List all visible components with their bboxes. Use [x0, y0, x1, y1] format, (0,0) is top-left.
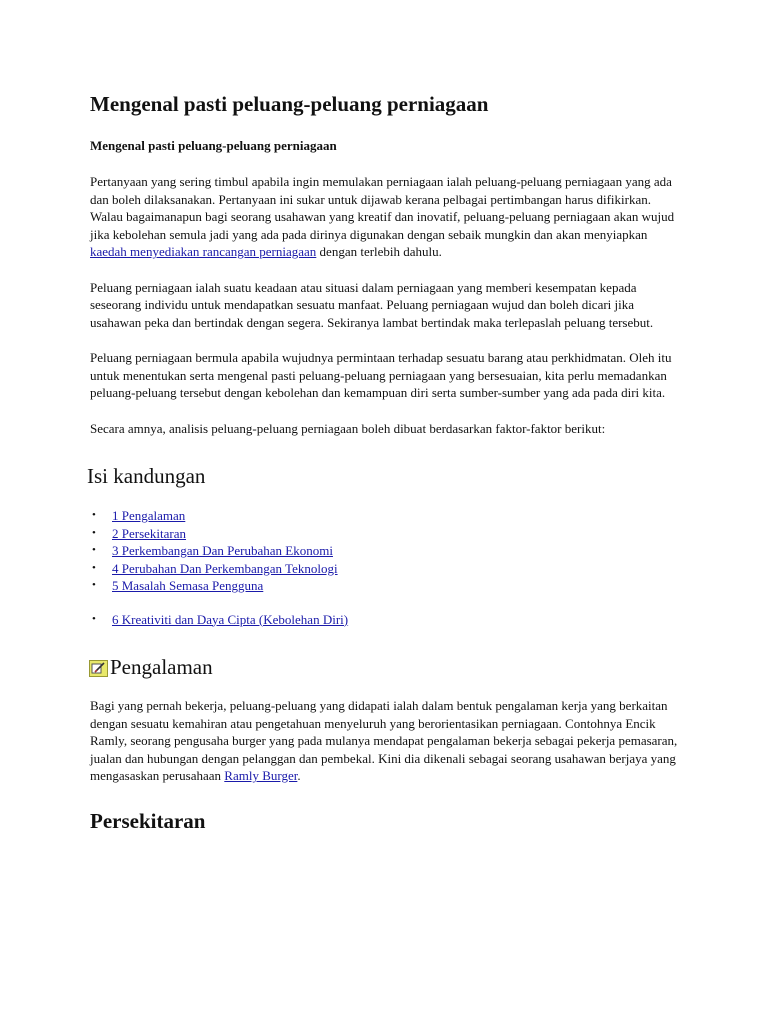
ramly-burger-link[interactable]: Ramly Burger	[224, 768, 298, 783]
table-of-contents	[90, 507, 690, 628]
intro-paragraph	[90, 173, 680, 261]
toc-link-ekonomi[interactable]: 3 Perkembangan Dan Perubahan Ekonomi	[112, 543, 333, 558]
edit-icon[interactable]	[89, 660, 108, 677]
paragraph-2: Peluang perniagaan ialah suatu keadaan atau situasi dalam perniagaan yang memberi kesempatan kepada seseorang individu untuk mendapatkan sesuatu manfaat. Peluang perniagaan wujud dan boleh dicari jika usahawan peka dan bertindak dengan segera. Sekiranya lambat bertindak maka terlepaslah peluang tersebut.	[90, 279, 654, 330]
toc-item	[92, 611, 690, 629]
bullet-icon: •	[92, 612, 96, 625]
section-heading-persekitaran: Persekitaran	[90, 808, 206, 833]
toc-link-pengalaman[interactable]: 1 Pengalaman	[112, 508, 186, 523]
article-subtitle: Mengenal pasti peluang-peluang perniagaan	[90, 138, 337, 153]
toc-item	[92, 525, 690, 543]
bullet-icon: •	[92, 509, 96, 521]
intro-text: Pertanyaan yang sering timbul apabila ingin memulakan perniagaan ialah peluang-peluang perniagaan yang ada dan boleh dilaksanakan. Pertanyaan ini sukar untuk dijawab kerana pelbagai pertimbangan harus difikirkan. Walau bagaimanapun bagi seorang usahawan yang kreatif dan inovatif, peluang-peluang perniagaan akan wujud jika kebolehan semula jadi yang ada pada dirinya digunakan dengan sebaik mungkin dan akan menyiapkan	[90, 174, 675, 242]
pengalaman-heading-text: Pengalaman	[110, 655, 213, 679]
paragraph-3: Peluang perniagaan bermula apabila wujudnya permintaan terhadap sesuatu barang atau perkhidmatan. Oleh itu untuk menentukan serta mengenal pasti peluang-peluang perniagaan yang bersesuaian, kita perlu memadankan peluang-peluang tersebut dengan kebolehan dan kemampuan diri serta sumber-sumber yang ada pada diri kita.	[90, 350, 672, 400]
pengalaman-text: Bagi yang pernah bekerja, peluang-peluang yang didapati ialah dalam bentuk pengalaman kerja yang berkaitan dengan sesuatu kemahiran atau pengetahuan menyeluruh yang berorientasikan perniagaan. Contohnya Encik Ramly, seorang pengusaha burger yang pada mulanya mendapat pengalaman bekerja sebagai pekerja pemasaran, jualan dan hubungan dengan pelanggan dan pembekal. Kini dia dikenali sebagai seorang usahawan berjaya yang mengasaskan perusahaan	[90, 698, 678, 783]
page-title: Mengenal pasti peluang-peluang perniagaan	[90, 92, 489, 116]
pengalaman-paragraph	[90, 697, 680, 785]
paragraph-4: Secara amnya, analisis peluang-peluang perniagaan boleh dibuat berdasarkan faktor-faktor berikut:	[90, 420, 606, 436]
section-heading-pengalaman	[89, 655, 690, 680]
toc-item	[92, 577, 690, 595]
business-plan-link[interactable]: kaedah menyediakan rancangan perniagaan	[90, 244, 317, 259]
bullet-icon: •	[92, 561, 96, 574]
toc-item	[92, 542, 690, 560]
toc-item	[92, 560, 690, 578]
bullet-icon: •	[92, 526, 96, 539]
bullet-icon: •	[92, 544, 96, 556]
toc-link-kreativiti[interactable]: 6 Kreativiti dan Daya Cipta (Kebolehan Diri)	[112, 611, 349, 627]
toc-heading: Isi kandungan	[87, 464, 206, 488]
toc-item	[92, 507, 690, 525]
bullet-icon: •	[92, 579, 96, 591]
pengalaman-text-end: .	[297, 768, 301, 783]
toc-link-pengguna[interactable]: 5 Masalah Semasa Pengguna	[112, 578, 264, 593]
intro-text-end: dengan terlebih dahulu.	[316, 244, 442, 259]
toc-link-persekitaran[interactable]: 2 Persekitaran	[112, 525, 187, 541]
article	[87, 92, 690, 834]
toc-link-teknologi[interactable]: 4 Perubahan Dan Perkembangan Teknologi	[112, 560, 338, 576]
